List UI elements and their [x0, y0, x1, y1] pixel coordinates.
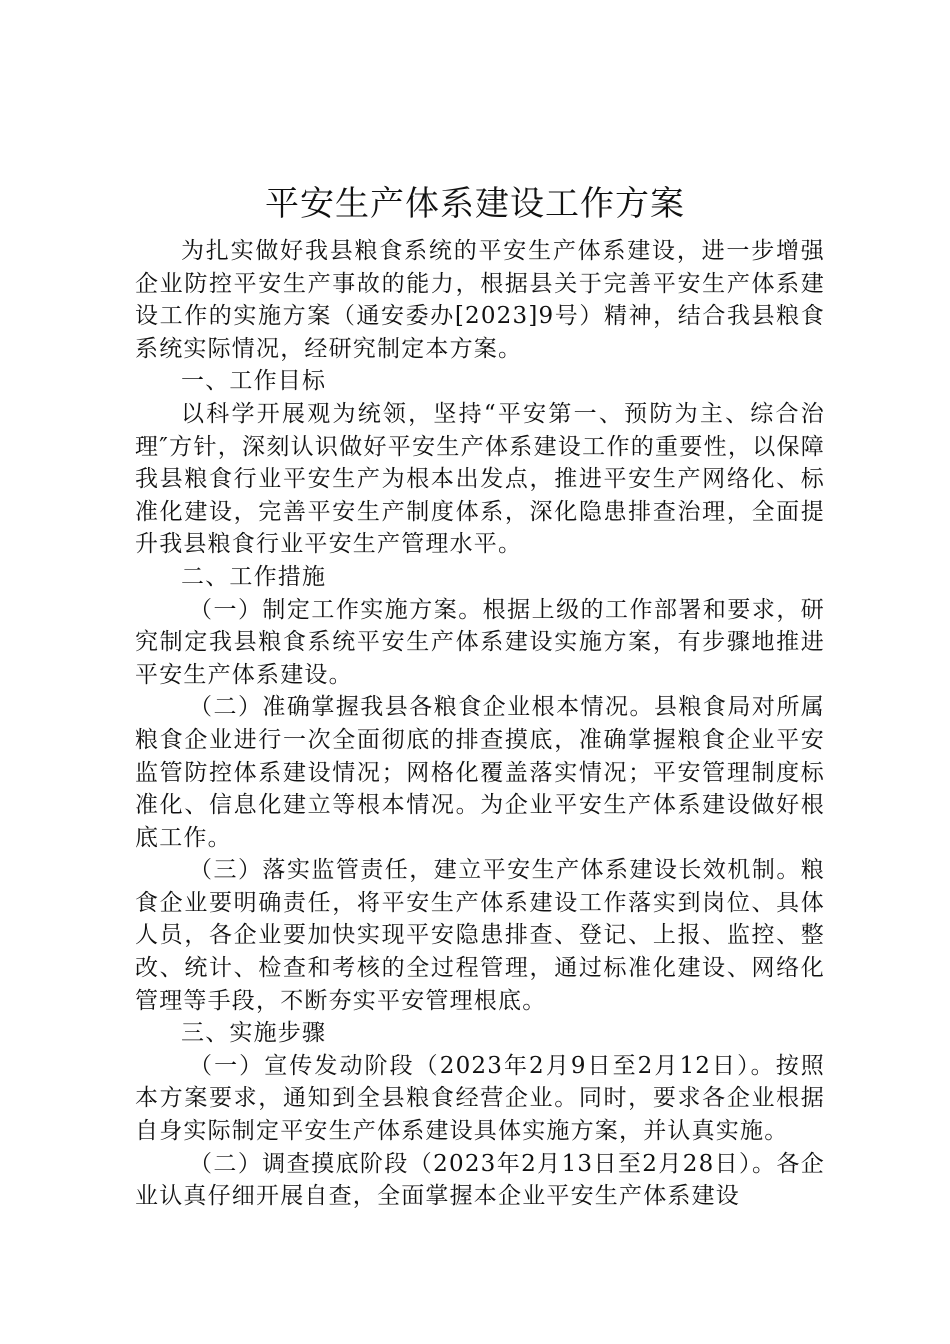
intro-paragraph: 为扎实做好我县粮食系统的平安生产体系建设，进一步增强企业防控平安生产事故的能力，根据县关于完善平安生产体系建设工作的实施方案（通安委办[2023]9号）精神，结合我县粮食系统实际情况，经研究制定本方案。 — [135, 238, 825, 362]
section-heading-goals: 一、工作目标 — [181, 368, 327, 395]
step-paragraph-2: （二）调查摸底阶段（2023年2月13日至2月28日）。各企业认真仔细开展自查，全面掌握本企业平安生产体系建设 — [135, 1150, 825, 1210]
section-heading-steps: 三、实施步骤 — [181, 1020, 327, 1047]
document-title: 平安生产体系建设工作方案 — [265, 184, 685, 224]
section-heading-measures: 二、工作措施 — [181, 563, 327, 590]
measure-paragraph-2: （二）准确掌握我县各粮食企业根本情况。县粮食局对所属粮食企业进行一次全面彻底的排查摸底，准确掌握粮食企业平安监管防控体系建设情况；网格化覆盖落实情况；平安管理制度标准化、信息化建立等根本情况。为企业平安生产体系建设做好根底工作。 — [135, 694, 825, 851]
step-paragraph-1: （一）宣传发动阶段（2023年2月9日至2月12日）。按照本方案要求，通知到全县粮食经营企业。同时，要求各企业根据自身实际制定平安生产体系建设具体实施方案，并认真实施。 — [135, 1052, 825, 1145]
measure-paragraph-3: （三）落实监管责任，建立平安生产体系建设长效机制。粮食企业要明确责任，将平安生产体系建设工作落实到岗位、具体人员，各企业要加快实现平安隐患排查、登记、上报、监控、整改、统计、检查和考核的全过程管理，通过标准化建设、网络化管理等手段，不断夯实平安管理根底。 — [135, 857, 825, 1014]
measure-paragraph-1: （一）制定工作实施方案。根据上级的工作部署和要求，研究制定我县粮食系统平安生产体系建设实施方案，有步骤地推进平安生产体系建设。 — [135, 596, 825, 688]
goals-paragraph: 以科学开展观为统领，坚持“平安第一、预防为主、综合治理″方针，深刻认识做好平安生产体系建设工作的重要性，以保障我县粮食行业平安生产为根本出发点，推进平安生产网络化、标准化建设，完善平安生产制度体系，深化隐患排查治理，全面提升我县粮食行业平安生产管理水平。 — [135, 400, 825, 558]
document-body — [135, 235, 825, 1213]
